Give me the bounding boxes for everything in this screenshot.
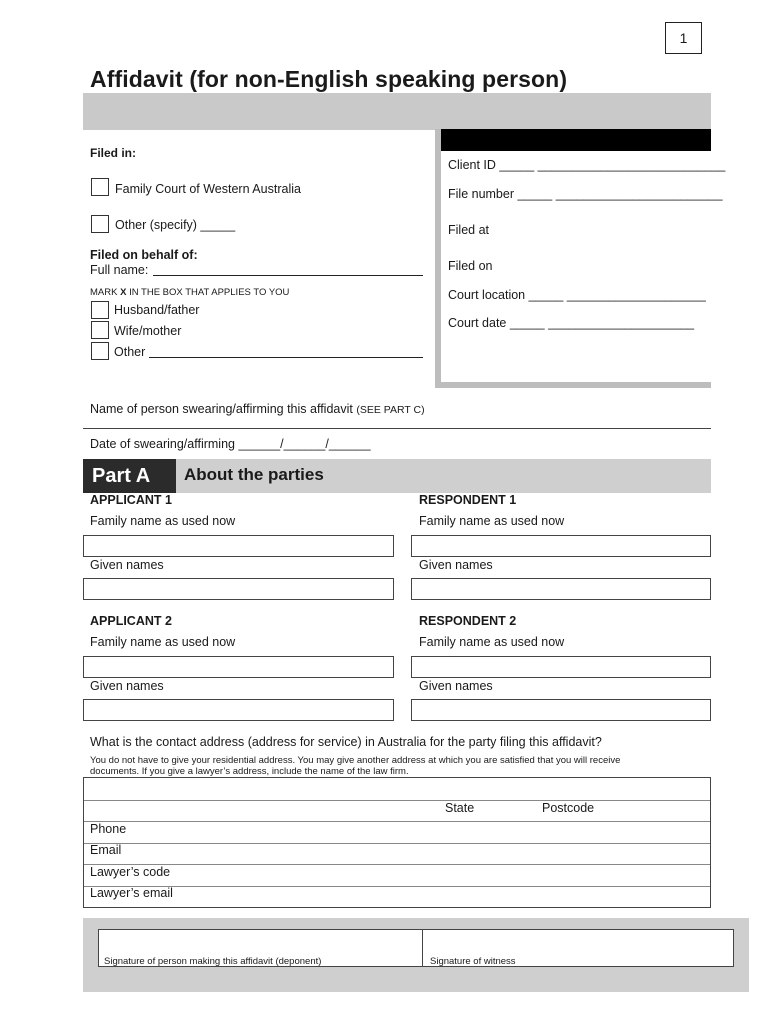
email-label: Email (90, 843, 122, 857)
respondent2-family-input[interactable] (411, 656, 711, 678)
applicant2-given-label: Given names (90, 679, 164, 693)
phone-divider (84, 821, 710, 822)
other-party-field[interactable] (149, 357, 423, 358)
respondent2-given-label: Given names (419, 679, 493, 693)
applicant1-family-label: Family name as used now (90, 514, 236, 528)
full-name-label: Full name: (90, 263, 149, 277)
state-label: State (445, 801, 475, 815)
swearing-date: Date of swearing/affirming ______/______/______ (90, 437, 371, 451)
wife-mother-checkbox[interactable] (91, 321, 109, 339)
witness-signature-label: Signature of witness (430, 956, 516, 967)
applicant2-family-label: Family name as used now (90, 635, 236, 649)
deponent-name-line[interactable] (83, 428, 711, 429)
page-number: 1 (665, 22, 702, 54)
applicant2-given-input[interactable] (83, 699, 394, 721)
filed-on-behalf-heading: Filed on behalf of: (90, 248, 198, 262)
part-a-tag: Part A (83, 459, 176, 493)
court-date: Court date _____ _____________________ (448, 316, 695, 330)
respondent1-family-label: Family name as used now (419, 514, 565, 528)
address-input[interactable] (84, 778, 710, 799)
lawyers-code-label: Lawyer’s code (90, 865, 171, 879)
other-court-label: Other (specify) _____ (115, 218, 236, 232)
mark-instruction: MARK X IN THE BOX THAT APPLIES TO YOU (90, 287, 290, 298)
lawyers-code-divider (84, 864, 710, 865)
postcode-label: Postcode (542, 801, 595, 815)
respondent1-family-input[interactable] (411, 535, 711, 557)
respondent2-given-input[interactable] (411, 699, 711, 721)
applicant2-family-input[interactable] (83, 656, 394, 678)
part-a-bar (83, 459, 711, 493)
deponent-signature-label: Signature of person making this affidavit (deponent) (104, 956, 322, 967)
email-divider (84, 843, 710, 844)
filed-in-heading: Filed in: (90, 146, 136, 160)
address-note-line1: You do not have to give your residential address. You may give another address at which you are satisfied that you will receive (90, 755, 621, 766)
filed-at-label: Filed at (448, 223, 489, 237)
family-court-checkbox[interactable] (91, 178, 109, 196)
other-party-label: Other (114, 345, 146, 359)
husband-father-checkbox[interactable] (91, 301, 109, 319)
respondent1-given-input[interactable] (411, 578, 711, 600)
applicant1-heading: APPLICANT 1 (90, 493, 172, 507)
court-use-header (441, 129, 711, 151)
applicant1-given-input[interactable] (83, 578, 394, 600)
phone-label: Phone (90, 822, 127, 836)
applicant1-family-input[interactable] (83, 535, 394, 557)
other-party-checkbox[interactable] (91, 342, 109, 360)
part-a-title: About the parties (184, 465, 324, 484)
address-line-divider (84, 800, 710, 801)
respondent1-given-label: Given names (419, 558, 493, 572)
other-court-checkbox[interactable] (91, 215, 109, 233)
signature-divider (422, 929, 423, 967)
header-bar (83, 93, 711, 130)
husband-father-label: Husband/father (114, 303, 200, 317)
page-title: Affidavit (for non-English speaking person) (90, 66, 568, 92)
respondent2-family-label: Family name as used now (419, 635, 565, 649)
applicant1-given-label: Given names (90, 558, 164, 572)
wife-mother-label: Wife/mother (114, 324, 182, 338)
file-number: File number _____ ________________________ (448, 187, 723, 201)
full-name-field[interactable] (153, 275, 423, 276)
client-id: Client ID _____ ___________________________ (448, 158, 726, 172)
applicant2-heading: APPLICANT 2 (90, 614, 172, 628)
lawyers-email-label: Lawyer’s email (90, 886, 173, 900)
family-court-label: Family Court of Western Australia (115, 182, 301, 196)
address-note-line2: documents. If you give a lawyer’s address, include the name of the law firm. (90, 766, 409, 777)
lawyers-email-divider (84, 886, 710, 887)
address-question: What is the contact address (address for service) in Australia for the party filing this affidavit? (90, 735, 602, 749)
deponent-name-label: Name of person swearing/affirming this affidavit (SEE PART C) (90, 402, 425, 416)
respondent1-heading: RESPONDENT 1 (419, 493, 517, 507)
court-location: Court location _____ ____________________ (448, 288, 706, 302)
respondent2-heading: RESPONDENT 2 (419, 614, 517, 628)
filed-on-label: Filed on (448, 259, 493, 273)
